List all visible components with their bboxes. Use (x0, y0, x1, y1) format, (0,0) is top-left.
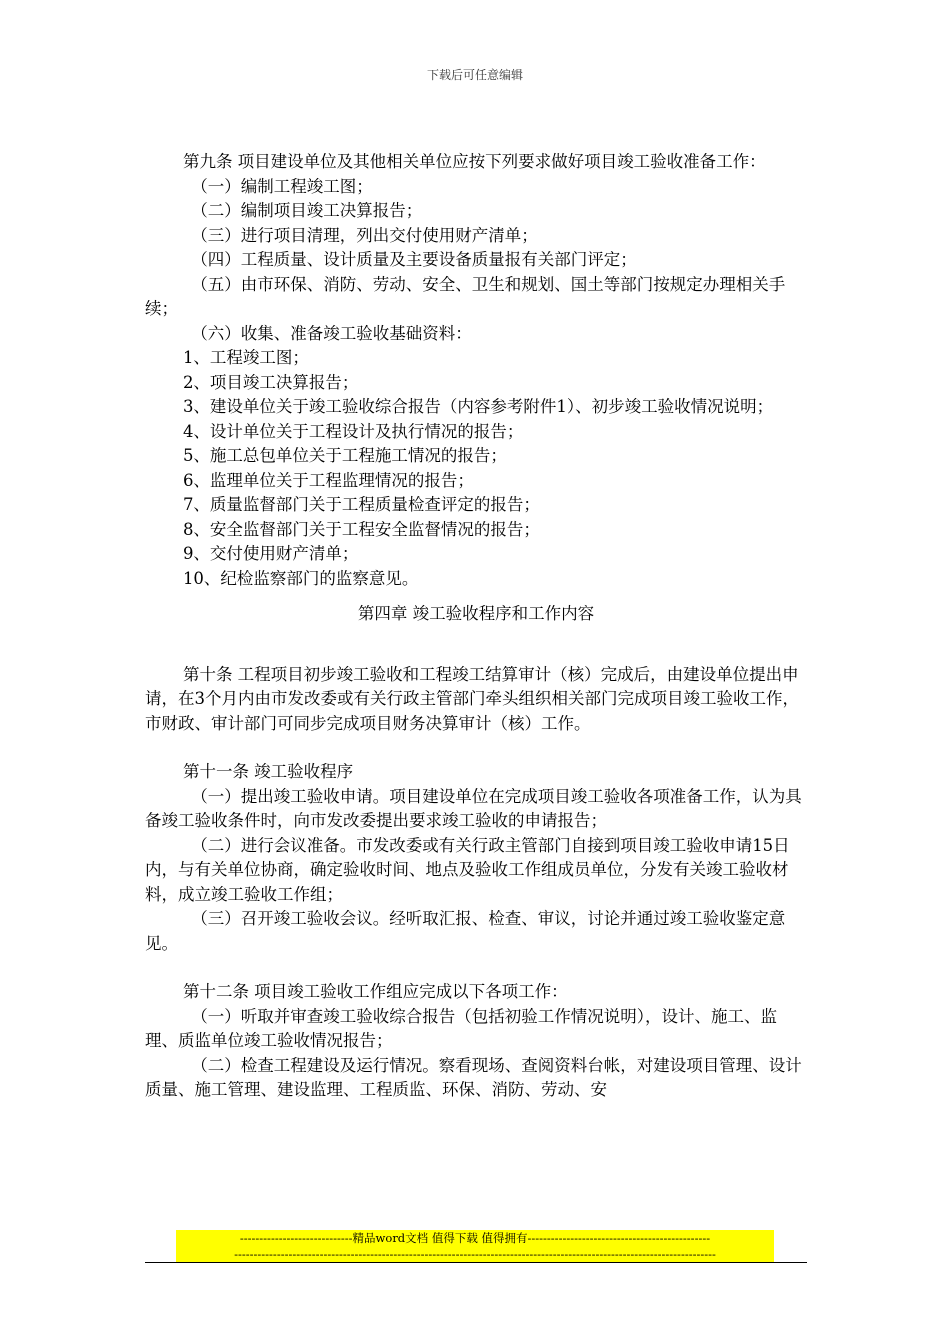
page-header: 下载后可任意编辑 (426, 68, 523, 82)
article-11-item-3: （三）召开竣工验收会议。经听取汇报、检查、审议，讨论并通过竣工验收鉴定意见。 (145, 909, 786, 953)
material-item-4: 4、设计单位关于工程设计及执行情况的报告； (182, 421, 524, 441)
article-11-title: 第十一条 竣工验收程序 (182, 762, 354, 781)
footer-rule (145, 1262, 807, 1263)
article-9-item-6: （六）收集、准备竣工验收基础资料： (191, 323, 472, 343)
chapter-heading: 第四章 竣工验收程序和工作内容 (357, 604, 595, 623)
material-item-3: 3、建设单位关于竣工验收综合报告（内容参考附件1）、初步竣工验收情况说明； (182, 397, 774, 416)
article-9-title: 第九条 项目建设单位及其他相关单位应按下列要求做好项目竣工验收准备工作： (182, 152, 766, 171)
footer-banner-line-2: ---------------------------------------------------------------------------------------------------------------------------- (234, 1247, 716, 1261)
material-item-2: 2、项目竣工决算报告； (182, 372, 359, 392)
article-9-item-5: （五）由市环保、消防、劳动、安全、卫生和规划、国土等部门按规定办理相关手续； (145, 274, 786, 318)
paragraph-gap (145, 736, 807, 760)
article-12-title: 第十二条 项目竣工验收工作组应完成以下各项工作： (182, 982, 568, 1001)
material-item-5: 5、施工总包单位关于工程施工情况的报告； (182, 446, 507, 465)
material-item-1: 1、工程竣工图； (182, 348, 309, 367)
article-9-item-2: （二）编制项目竣工决算报告； (191, 201, 423, 220)
article-9-item-1: （一）编制工程竣工图； (191, 176, 373, 196)
article-12-item-2: （二）检查工程建设及运行情况。察看现场、查阅资料台帐，对建设项目管理、设计质量、施工管理、建设监理、工程质监、环保、消防、劳动、安 (145, 1055, 802, 1099)
article-11-item-2: （二）进行会议准备。市发改委或有关行政主管部门自接到项目竣工验收申请15日内，与有关单位协商，确定验收时间、地点及验收工作组成员单位，分发有关竣工验收材料，成立竣工验收工作组； (145, 835, 790, 904)
material-item-7: 7、质量监督部门关于工程质量检查评定的报告； (182, 495, 540, 514)
footer-banner-line-1: -----------------------------精品word文档 值得下载 值得拥有----------------------------------------------- (239, 1231, 711, 1245)
document-body (145, 150, 807, 1103)
article-12-item-1: （一）听取并审查竣工验收综合报告（包括初验工作情况说明），设计、施工、监理、质监单位竣工验收情况报告； (145, 1006, 777, 1050)
article-11-item-1: （一）提出竣工验收申请。项目建设单位在完成项目竣工验收各项准备工作，认为具备竣工验收条件时，向市发改委提出要求竣工验收的申请报告； (145, 786, 802, 830)
footer-banner (176, 1230, 774, 1262)
article-10: 第十条 工程项目初步竣工验收和工程竣工结算审计（核）完成后，由建设单位提出申请，在3个月内由市发改委或有关行政主管部门牵头组织相关部门完成项目竣工验收工作，市财政、审计部门可同步完成项目财务决算审计（核）工作。 (145, 664, 799, 733)
material-item-9: 9、交付使用财产清单； (182, 544, 359, 563)
material-item-10: 10、纪检监察部门的监察意见。 (182, 568, 419, 588)
material-item-8: 8、安全监督部门关于工程安全监督情况的报告； (182, 519, 540, 539)
article-9-item-4: （四）工程质量、设计质量及主要设备质量报有关部门评定； (191, 250, 637, 269)
paragraph-gap (145, 956, 807, 980)
material-item-6: 6、监理单位关于工程监理情况的报告； (182, 470, 474, 490)
article-9-item-3: （三）进行项目清理，列出交付使用财产清单； (191, 225, 538, 245)
